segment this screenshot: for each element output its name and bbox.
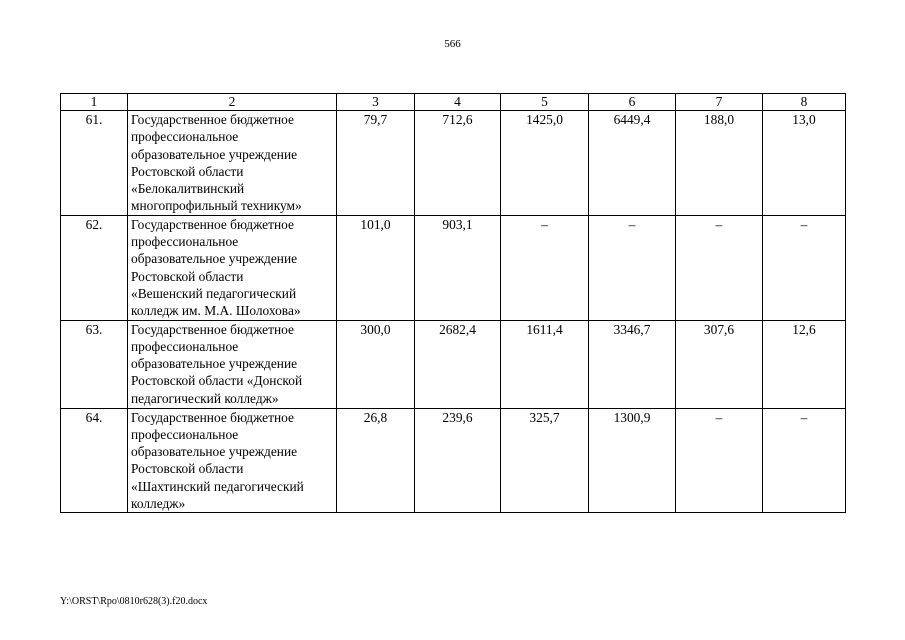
name-line: профессиональное	[131, 234, 239, 250]
value-cell: 13,0	[763, 111, 846, 216]
name-line: Ростовской области	[131, 268, 244, 284]
name-line: образовательное учреждение	[131, 251, 298, 267]
name-line: колледж»	[131, 496, 186, 512]
page-number: 566	[444, 38, 461, 50]
name-line: профессиональное	[131, 129, 239, 145]
column-header: 5	[501, 94, 589, 111]
name-line: образовательное учреждение	[131, 444, 298, 460]
table-header-row	[61, 94, 846, 111]
name-line: Ростовской области «Донской	[131, 373, 303, 389]
value-cell: –	[676, 408, 763, 513]
value-cell: –	[589, 215, 676, 320]
name-line: Государственное бюджетное	[131, 409, 294, 425]
name-line: колледж им. М.А. Шолохова»	[131, 303, 301, 319]
value-cell: 239,6	[415, 408, 501, 513]
column-header: 3	[337, 94, 415, 111]
institution-name	[128, 408, 337, 513]
table-row	[61, 408, 846, 513]
column-header: 7	[676, 94, 763, 111]
data-table	[60, 93, 846, 513]
value-cell: –	[676, 215, 763, 320]
name-line: «Белокалитвинский	[131, 181, 245, 197]
row-number: 63.	[61, 320, 128, 408]
name-line: Ростовской области	[131, 461, 244, 477]
column-header: 1	[61, 94, 128, 111]
column-header: 8	[763, 94, 846, 111]
row-number: 64.	[61, 408, 128, 513]
name-line: профессиональное	[131, 338, 239, 354]
value-cell: 1425,0	[501, 111, 589, 216]
value-cell: 3346,7	[589, 320, 676, 408]
row-number: 61.	[61, 111, 128, 216]
value-cell: 307,6	[676, 320, 763, 408]
value-cell: 325,7	[501, 408, 589, 513]
name-line: образовательное учреждение	[131, 146, 298, 162]
value-cell: 101,0	[337, 215, 415, 320]
value-cell: –	[501, 215, 589, 320]
value-cell: 26,8	[337, 408, 415, 513]
name-line: Ростовской области	[131, 163, 244, 179]
name-line: профессиональное	[131, 426, 239, 442]
value-cell: 712,6	[415, 111, 501, 216]
name-line: образовательное учреждение	[131, 356, 298, 372]
name-line: Государственное бюджетное	[131, 112, 294, 127]
value-cell: 300,0	[337, 320, 415, 408]
name-line: педагогический колледж»	[131, 390, 279, 406]
value-cell: 903,1	[415, 215, 501, 320]
table-row	[61, 215, 846, 320]
name-line: «Вешенский педагогический	[131, 285, 297, 301]
file-path-footer: Y:\ORST\Rpo\0810r628(3).f20.docx	[60, 596, 208, 607]
name-line: Государственное бюджетное	[131, 321, 294, 337]
value-cell: 12,6	[763, 320, 846, 408]
value-cell: 188,0	[676, 111, 763, 216]
column-header: 2	[128, 94, 337, 111]
institution-name	[128, 320, 337, 408]
value-cell: –	[763, 408, 846, 513]
table-row	[61, 111, 846, 216]
value-cell: 6449,4	[589, 111, 676, 216]
column-header: 6	[589, 94, 676, 111]
table-row	[61, 320, 846, 408]
name-line: «Шахтинский педагогический	[131, 478, 304, 494]
name-line: многопрофильный техникум»	[131, 198, 302, 214]
value-cell: 2682,4	[415, 320, 501, 408]
row-number: 62.	[61, 215, 128, 320]
name-line: Государственное бюджетное	[131, 216, 294, 232]
value-cell: 1300,9	[589, 408, 676, 513]
value-cell: 1611,4	[501, 320, 589, 408]
column-header: 4	[415, 94, 501, 111]
value-cell: –	[763, 215, 846, 320]
institution-name	[128, 111, 337, 216]
institution-name	[128, 215, 337, 320]
value-cell: 79,7	[337, 111, 415, 216]
